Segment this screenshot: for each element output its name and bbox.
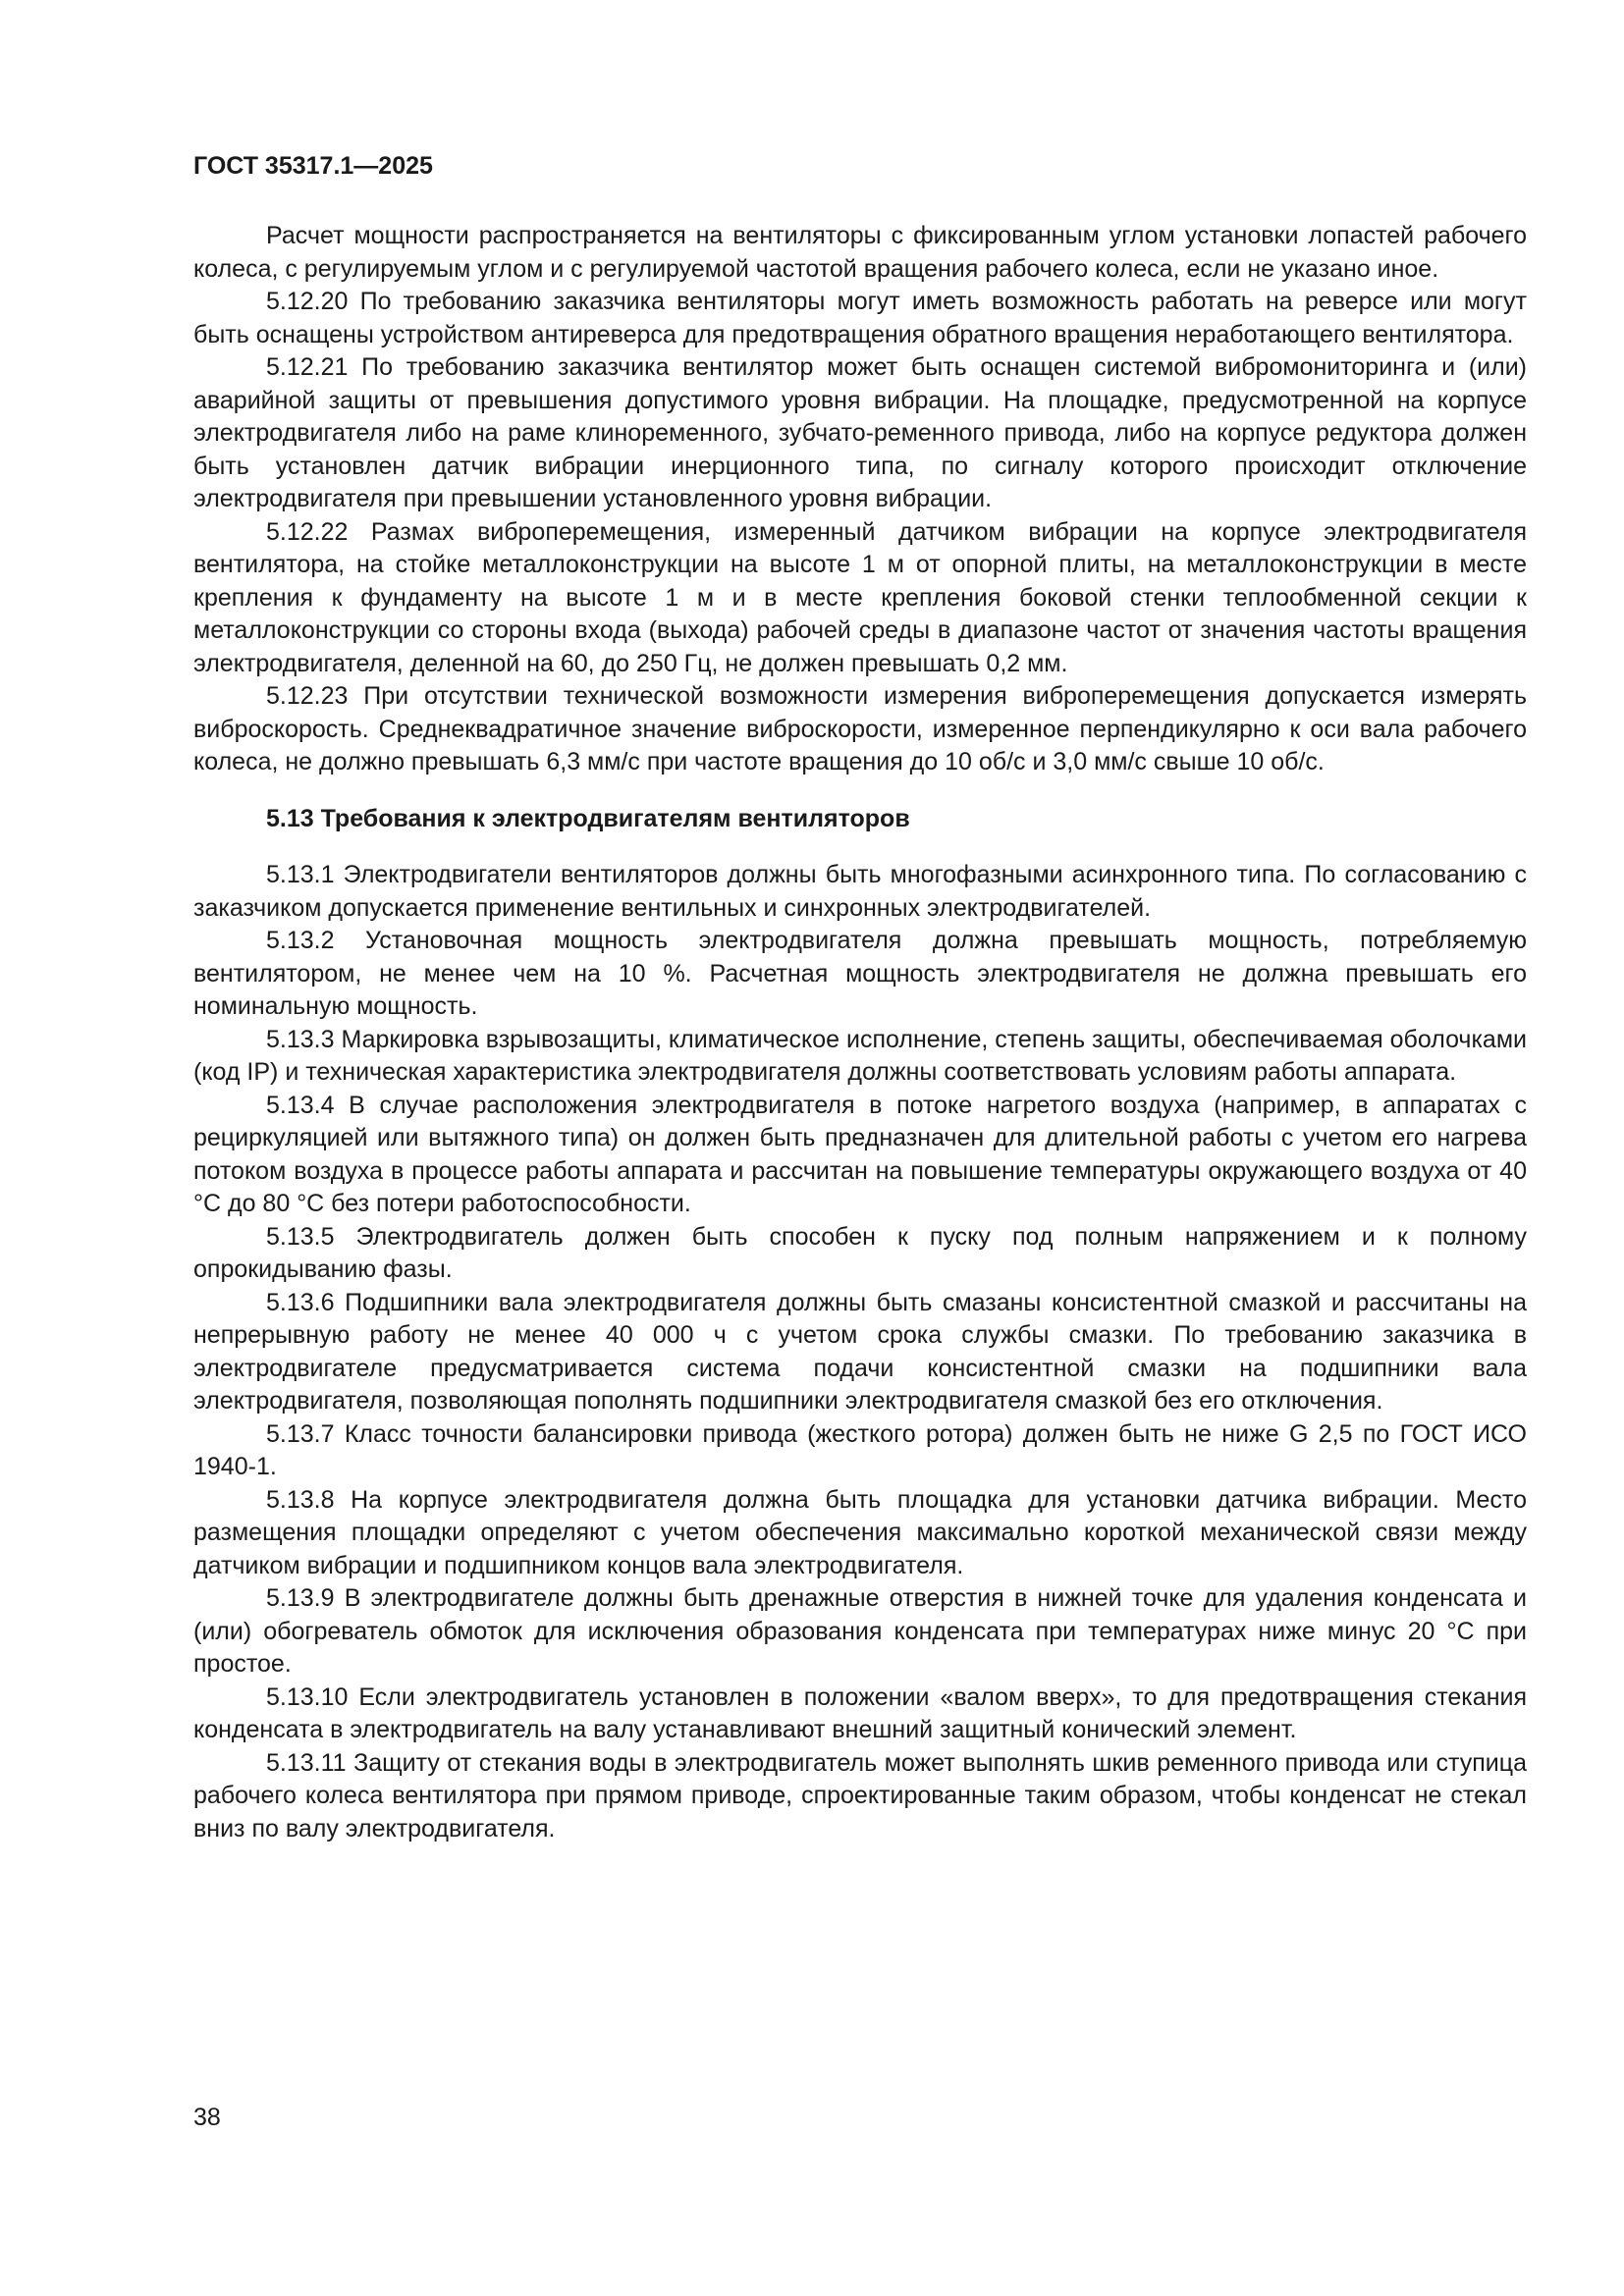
section-heading-5-13: 5.13 Требования к электродвигателям вентиляторов bbox=[266, 804, 910, 832]
paragraph-5-12-22: 5.12.22 Размах виброперемещения, измеренный датчиком вибрации на корпусе электродвигателя вентилятора, на стойке металлоконструкции на высоте 1 м от опорной плиты, на металлоконструкции в месте крепления к фундаменту на высоте 1 м и в месте крепления боковой стенки теплообменной секции к металлоконструкции со стороны входа (выхода) рабочей среды в диапазоне частот от значения частоты вращения электродвигателя, деленной на 60, до 250 Гц, не должен превышать 0,2 мм. bbox=[193, 517, 1527, 677]
paragraph-5-13-11: 5.13.11 Защиту от стекания воды в электродвигатель может выполнять шкив ременного привода или ступица рабочего колеса вентилятора при прямом приводе, спроектированные таким образом, чтобы конденсат не стекал вниз по валу электродвигателя. bbox=[193, 1748, 1527, 1842]
paragraph-5-12-20: 5.12.20 По требованию заказчика вентиляторы могут иметь возможность работать на реверсе или могут быть оснащены устройством антиреверса для предотвращения обратного вращения неработающего вентилятора. bbox=[193, 288, 1527, 348]
paragraph-5-13-8: 5.13.8 На корпусе электродвигателя должна быть площадка для установки датчика вибрации. Место размещения площадки определяют с учетом обеспечения максимально короткой механической связи между датчиком вибрации и подшипником концов вала электродвигателя. bbox=[193, 1485, 1527, 1579]
document-body bbox=[193, 220, 1527, 1845]
paragraph-5-13-6: 5.13.6 Подшипники вала электродвигателя должны быть смазаны консистентной смазкой и рассчитаны на непрерывную работу не менее 40 000 ч с учетом срока службы смазки. По требованию заказчика в электродвигателе предусматривается система подачи консистентной смазки на подшипники вала электродвигателя, позволяющая пополнять подшипники электродвигателя смазкой без его отключения. bbox=[193, 1288, 1527, 1415]
paragraph-5-12-21: 5.12.21 По требованию заказчика вентилятор может быть оснащен системой вибромониторинга и (или) аварийной защиты от превышения допустимого уровня вибрации. На площадке, предусмотренной на корпусе электродвигателя либо на раме клиноременного, зубчато-ременного привода, либо на корпусе редуктора должен быть установлен датчик вибрации инерционного типа, по сигналу которого происходит отключение электродвигателя при превышении установленного уровня вибрации. bbox=[193, 353, 1527, 512]
paragraph-5-13-4: 5.13.4 В случае расположения электродвигателя в потоке нагретого воздуха (например, в аппаратах с рециркуляцией или вытяжного типа) он должен быть предназначен для длительной работы с учетом его нагрева потоком воздуха в процессе работы аппарата и рассчитан на повышение температуры окружающего воздуха от 40 °C до 80 °C без потери работоспособности. bbox=[193, 1091, 1527, 1217]
paragraph-5-13-1: 5.13.1 Электродвигатели вентиляторов должны быть многофазными асинхронного типа. По согласованию с заказчиком допускается применение вентильных и синхронных электродвигателей. bbox=[193, 861, 1527, 922]
paragraph-5-13-3: 5.13.3 Маркировка взрывозащиты, климатическое исполнение, степень защиты, обеспечиваемая оболочками (код IP) и техническая характеристика электродвигателя должны соответствовать условиям работы аппарата. bbox=[193, 1025, 1527, 1086]
paragraph-5-12-23: 5.12.23 При отсутствии технической возможности измерения виброперемещения допускается измерять виброскорость. Среднеквадратичное значение виброскорости, измеренное перпендикулярно к оси вала рабочего колеса, не должно превышать 6,3 мм/с при частоте вращения до 10 об/с и 3,0 мм/с свыше 10 об/с. bbox=[193, 682, 1527, 775]
paragraph-5-13-10: 5.13.10 Если электродвигатель установлен в положении «валом вверх», то для предотвращения стекания конденсата в электродвигатель на валу устанавливают внешний защитный конический элемент. bbox=[193, 1682, 1527, 1743]
document-header: ГОСТ 35317.1—2025 bbox=[193, 152, 433, 180]
page-number: 38 bbox=[193, 2104, 221, 2131]
paragraph-5-13-2: 5.13.2 Установочная мощность электродвигателя должна превышать мощность, потребляемую вентилятором, не менее чем на 10 %. Расчетная мощность электродвигателя не должна превышать его номинальную мощность. bbox=[193, 927, 1527, 1020]
paragraph-5-13-9: 5.13.9 В электродвигателе должны быть дренажные отверстия в нижней точке для удаления конденсата и (или) обогреватель обмоток для исключения образования конденсата при температурах ниже минус 20 °C при простое. bbox=[193, 1584, 1527, 1678]
paragraph: Расчет мощности распространяется на вентиляторы с фиксированным углом установки лопастей рабочего колеса, с регулируемым углом и с регулируемой частотой вращения рабочего колеса, если не указано иное. bbox=[193, 222, 1527, 283]
paragraph-5-13-5: 5.13.5 Электродвигатель должен быть способен к пуску под полным напряжением и к полному опрокидыванию фазы. bbox=[193, 1222, 1527, 1283]
paragraph-5-13-7: 5.13.7 Класс точности балансировки привода (жесткого ротора) должен быть не ниже G 2,5 по ГОСТ ИСО 1940-1. bbox=[193, 1419, 1527, 1480]
